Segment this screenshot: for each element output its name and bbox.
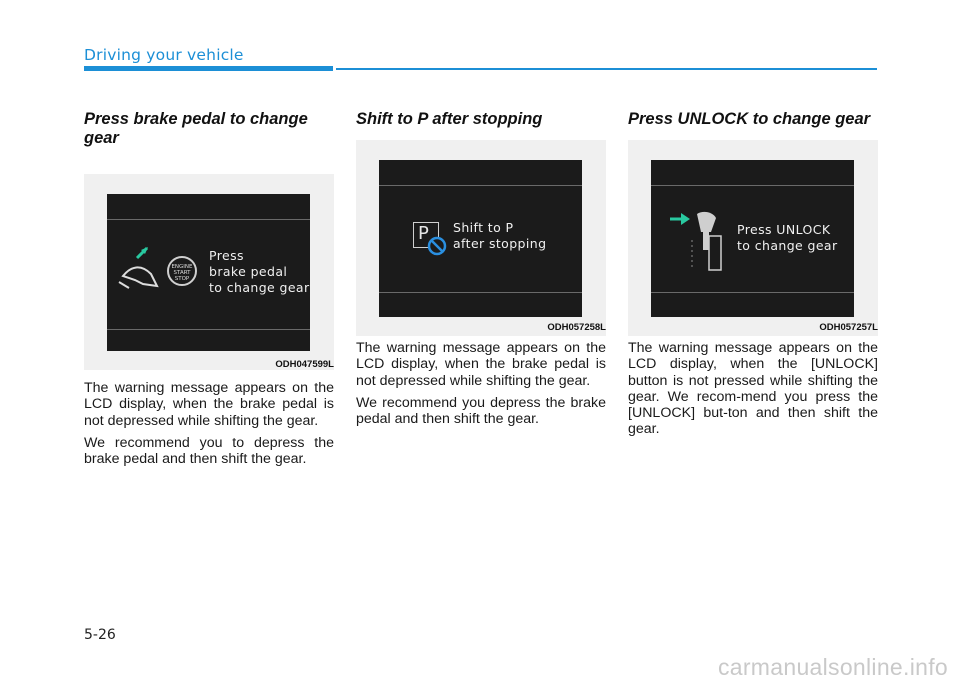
- start-stop-button-text: ENGINE START STOP: [171, 264, 193, 282]
- brake-pedal-icon: [117, 244, 165, 294]
- lcd-message: Press UNLOCK to change gear: [737, 222, 838, 253]
- lcd-screen: [107, 194, 310, 351]
- column-press-unlock: [628, 110, 878, 438]
- gear-shift-lever-icon: [689, 210, 725, 274]
- lcd-message: Shift to P after stopping: [453, 220, 547, 251]
- body-paragraph: The warning message appears on the LCD display, when the brake pedal is not depressed while shifting the gear.: [356, 340, 606, 389]
- prohibited-icon: [427, 236, 447, 256]
- column-body: [356, 340, 606, 427]
- screen-divider: [107, 219, 310, 220]
- column-shift-to-p: [356, 110, 606, 427]
- body-paragraph: We recommend you depress the brake pedal and then shift the gear.: [356, 394, 606, 428]
- lcd-screen: [379, 160, 582, 317]
- column-heading: Press brake pedal to change gear: [84, 110, 308, 147]
- header-rule-thin: [336, 68, 877, 70]
- column-heading: Shift to P after stopping: [356, 110, 543, 128]
- body-paragraph: The warning message appears on the LCD display, when the [UNLOCK] button is not pressed while shifting the gear. We recom-mend you press the [UNLOCK] but-ton and then shift the gear.: [628, 340, 878, 438]
- screen-divider: [379, 185, 582, 186]
- column-brake-pedal: [84, 110, 334, 467]
- screen-divider: [651, 185, 854, 186]
- watermark: carmanualsonline.info: [717, 654, 948, 680]
- column-heading: Press UNLOCK to change gear: [628, 110, 871, 128]
- figure-shift-to-p: [356, 140, 606, 336]
- figure-press-unlock: [628, 140, 878, 336]
- lcd-screen: [651, 160, 854, 317]
- screen-divider: [379, 292, 582, 293]
- screen-divider: [107, 329, 310, 330]
- column-body: [84, 380, 334, 467]
- lcd-message: Press brake pedal to change gear: [209, 248, 310, 295]
- figure-brake-pedal: [84, 174, 334, 370]
- body-paragraph: The warning message appears on the LCD display, when the brake pedal is not depressed while shifting the gear.: [84, 380, 334, 429]
- figure-code: ODH057257L: [819, 322, 878, 333]
- figure-code: ODH047599L: [275, 359, 334, 370]
- figure-code: ODH057258L: [547, 322, 606, 333]
- gear-letter: P: [418, 223, 429, 244]
- column-body: [628, 340, 878, 438]
- header-rule-thick: [84, 66, 333, 71]
- page-number: 5-26: [84, 627, 116, 643]
- section-title: Driving your vehicle: [84, 46, 244, 64]
- start-stop-button-icon: [167, 256, 197, 286]
- arrow-right-icon: [669, 212, 691, 226]
- body-paragraph: We recommend you to depress the brake pedal and then shift the gear.: [84, 434, 334, 468]
- screen-divider: [651, 292, 854, 293]
